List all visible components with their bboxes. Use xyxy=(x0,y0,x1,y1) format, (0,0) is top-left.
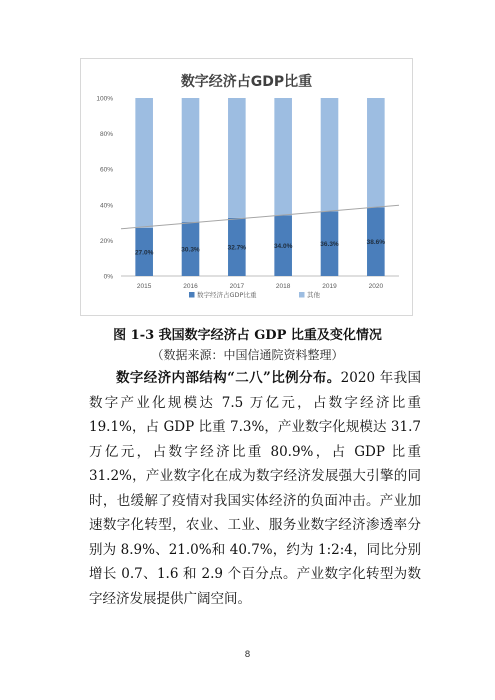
body-paragraph xyxy=(89,366,421,611)
x-tick-label: 2020 xyxy=(368,283,384,290)
legend-label: 其他 xyxy=(307,291,320,299)
bar-other xyxy=(228,98,246,218)
y-tick-label: 40% xyxy=(99,202,113,210)
bar-other xyxy=(367,98,385,207)
legend-swatch xyxy=(299,292,305,298)
data-label: 32.7% xyxy=(227,244,247,252)
paragraph-body: 2020 年我国数字产业化规模达 7.5 万亿元，占数字经济比重 19.1%，占 GDP 比重 7.3%，产业数字化规模达 31.7 万亿元，占数字经济比重 80.9%，占 GDP 比重 31.2%，产业数字化在成为数字经济发展强大引擎的同时，也缓解了疫情对我国实体经济的负面冲击。产业加速数字化转型，农业、工业、服务业数字经济渗透率分别为 8.9%、21.0%和 40.7%，约为 1:2:4，同比分别增长 0.7、1.6 和 2.9 个百分点。产业数字化转型为数字经济发展提供广阔空间。 xyxy=(89,370,421,607)
figure-source: （数据来源：中国信通院资料整理） xyxy=(151,348,344,362)
data-label: 27.0% xyxy=(134,249,154,257)
x-tick-label: 2016 xyxy=(183,283,198,290)
stacked-bar-chart xyxy=(81,59,412,315)
page-number: 8 xyxy=(244,650,251,660)
chart-container xyxy=(80,58,413,316)
chart-title: 数字经济占GDP比重 xyxy=(180,74,313,90)
trend-line xyxy=(121,205,399,229)
x-tick-label: 2017 xyxy=(229,283,245,290)
y-tick-label: 20% xyxy=(99,237,113,245)
data-label: 38.6% xyxy=(366,239,386,247)
data-label: 30.3% xyxy=(181,246,200,254)
legend-label: 数字经济占GDP比重 xyxy=(197,291,257,299)
bar-other xyxy=(182,98,200,222)
figure-caption: 图 1-3 我国数字经济占 GDP 比重及变化情况 xyxy=(113,328,382,343)
data-label: 34.0% xyxy=(273,243,293,251)
data-label: 36.3% xyxy=(320,241,339,249)
bar-other xyxy=(274,98,292,215)
y-tick-label: 80% xyxy=(99,131,113,139)
legend-swatch xyxy=(189,292,195,298)
x-tick-label: 2018 xyxy=(275,283,291,290)
paragraph-lead: 数字经济内部结构“二八”比例分布。 xyxy=(116,370,341,386)
bar-other xyxy=(135,98,153,228)
x-tick-label: 2015 xyxy=(136,283,152,290)
x-tick-label: 2019 xyxy=(322,283,337,290)
bar-other xyxy=(321,98,339,211)
y-tick-label: 60% xyxy=(99,166,113,174)
y-tick-label: 0% xyxy=(103,273,113,281)
y-tick-label: 100% xyxy=(96,95,113,103)
